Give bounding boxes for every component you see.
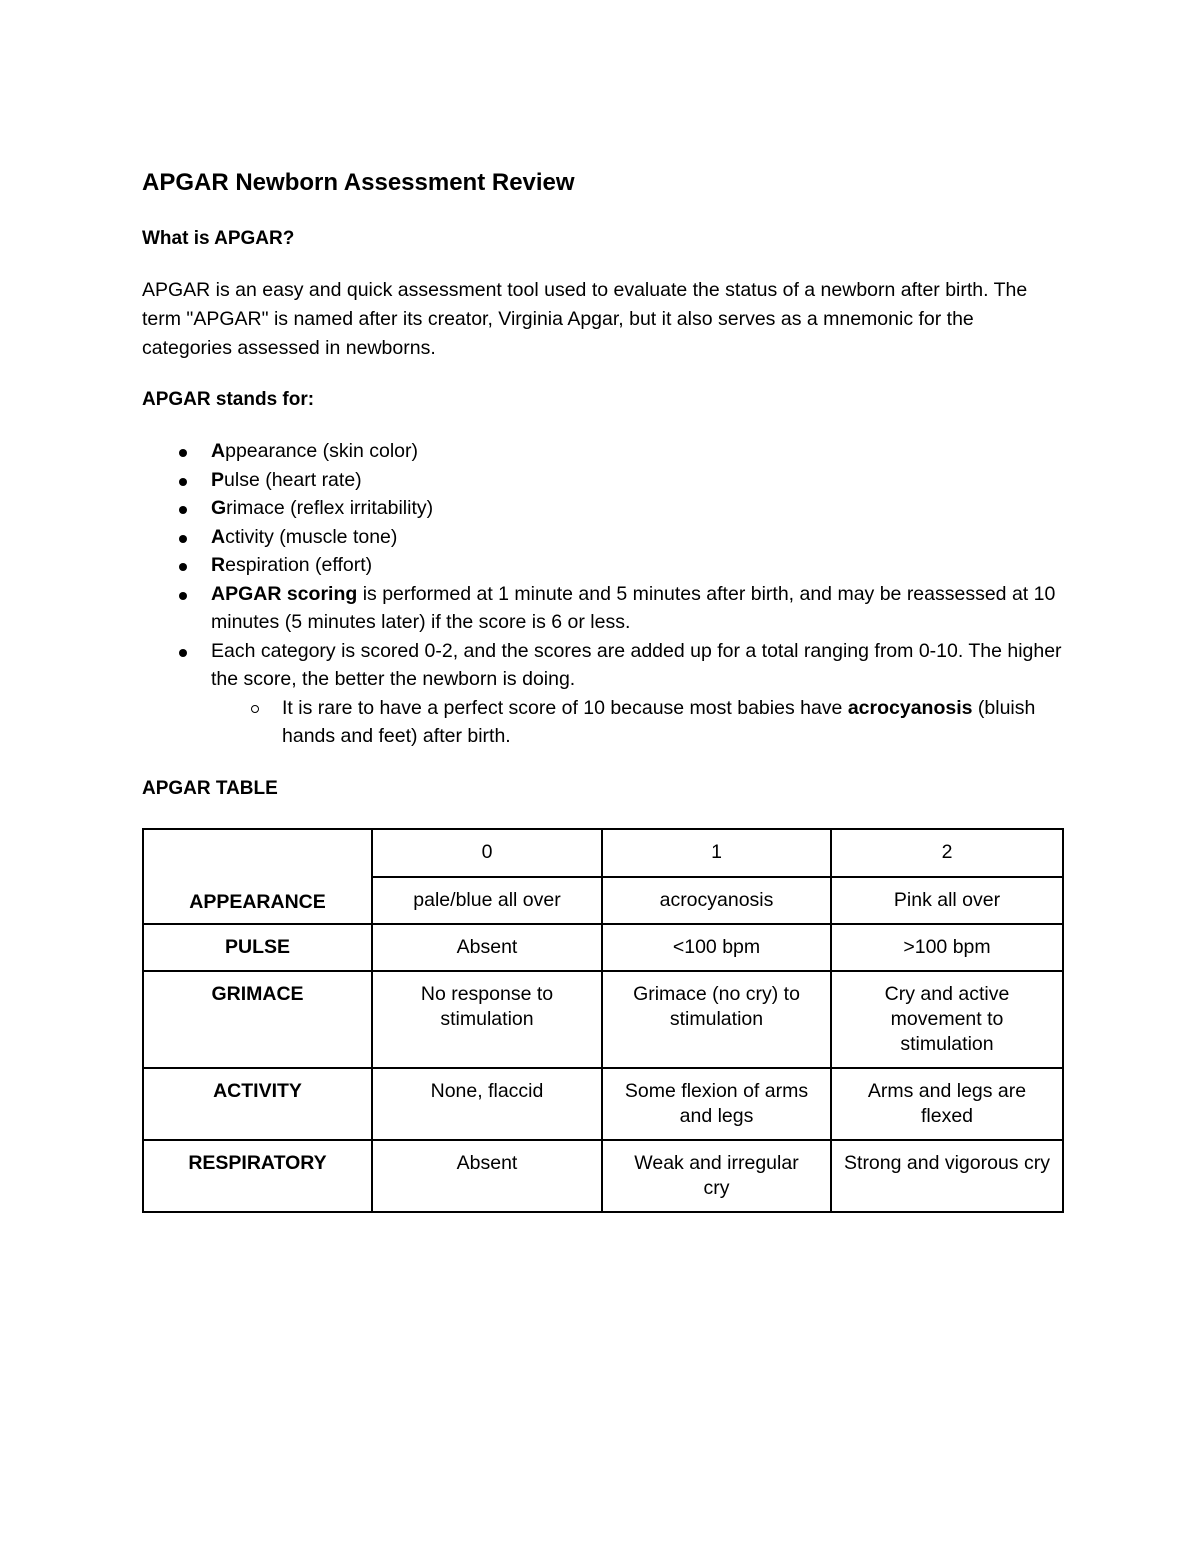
table-row [143, 924, 1063, 971]
mnemonic-letter: R [211, 554, 226, 576]
list-item-category [142, 637, 1062, 751]
mnemonic-letter: A [211, 525, 226, 548]
table-header-row [143, 829, 1063, 877]
list-item [142, 437, 1062, 466]
table-cell: Grimace (no cry) to stimulation [602, 971, 831, 1068]
table-cell: Weak and irregular cry [602, 1140, 831, 1212]
bullet-icon [179, 449, 187, 457]
intro-paragraph: APGAR is an easy and quick assessment tool used to evaluate the status of a newborn after birth. The term "APGAR" is named after its creator, Virginia Apgar, but it also serves as a mnemonic for the categories assessed in newborns. [142, 279, 1028, 359]
mnemonic-text: espiration (effort) [225, 554, 373, 576]
bullet-icon [179, 478, 187, 486]
list-item [142, 523, 1062, 552]
what-is-heading: What is APGAR? [142, 228, 295, 249]
stands-for-heading: APGAR stands for: [142, 389, 315, 410]
list-item [142, 494, 1062, 523]
row-label: PULSE [143, 924, 372, 971]
hollow-bullet-icon [251, 705, 259, 713]
table-cell: acrocyanosis [602, 877, 831, 924]
sub-text-after: (bluish hands and feet) after birth. [282, 696, 1036, 747]
table-cell: Strong and vigorous cry [831, 1140, 1063, 1212]
sub-text-before: It is rare to have a perfect score of 10 because most babies have [282, 696, 848, 719]
table-cell: None, flaccid [372, 1068, 602, 1140]
score-header: 1 [602, 829, 831, 877]
mnemonic-text: rimace (reflex irritability) [226, 497, 434, 519]
table-row [143, 1068, 1063, 1140]
mnemonic-letter: A [211, 440, 226, 462]
row-label-appearance: APPEARANCE [143, 829, 372, 924]
acrocyanosis-term: acrocyanosis [847, 696, 973, 719]
table-cell: Pink all over [831, 877, 1063, 924]
list-item-scoring [142, 580, 1062, 637]
table-cell: >100 bpm [831, 924, 1063, 971]
row-label: RESPIRATORY [143, 1140, 372, 1212]
list-item [142, 466, 1062, 495]
apgar-table [142, 828, 1064, 1213]
score-header: 0 [372, 829, 602, 877]
table-cell: No response to stimulation [372, 971, 602, 1068]
table-cell: Absent [372, 924, 602, 971]
table-cell: <100 bpm [602, 924, 831, 971]
mnemonic-letter: P [211, 468, 225, 491]
table-cell: pale/blue all over [372, 877, 602, 924]
bullet-icon [179, 506, 187, 514]
bullet-icon [179, 535, 187, 543]
table-cell: Some flexion of arms and legs [602, 1068, 831, 1140]
mnemonic-letter: G [211, 497, 227, 519]
bullet-icon [179, 592, 187, 600]
scoring-bold: APGAR scoring [211, 582, 358, 605]
table-row [143, 1140, 1063, 1212]
scoring-text: is performed at 1 minute and 5 minutes after birth, and may be reassessed at 10 minutes (5 minutes later) if the score is 6 or less. [211, 582, 1056, 633]
mnemonic-text: ctivity (muscle tone) [225, 525, 398, 548]
row-label: GRIMACE [143, 971, 372, 1068]
category-text: Each category is scored 0-2, and the scores are added up for a total ranging from 0-10. The higher the score, the better the newborn is doing. [211, 639, 1062, 690]
mnemonic-text: ulse (heart rate) [224, 468, 362, 491]
mnemonic-text: ppearance (skin color) [225, 440, 419, 462]
table-row [143, 971, 1063, 1068]
row-label: ACTIVITY [143, 1068, 372, 1140]
score-header: 2 [831, 829, 1063, 877]
list-item [142, 551, 1062, 580]
bullet-icon [179, 563, 187, 571]
table-cell: Arms and legs are flexed [831, 1068, 1063, 1140]
table-cell: Absent [372, 1140, 602, 1212]
stands-for-list [142, 437, 1062, 751]
document-title: APGAR Newborn Assessment Review [142, 169, 575, 196]
sub-list [211, 694, 1062, 751]
table-heading: APGAR TABLE [142, 778, 278, 799]
sub-list-item [211, 694, 1062, 751]
bullet-icon [179, 649, 187, 657]
table-cell: Cry and active movement to stimulation [831, 971, 1063, 1068]
